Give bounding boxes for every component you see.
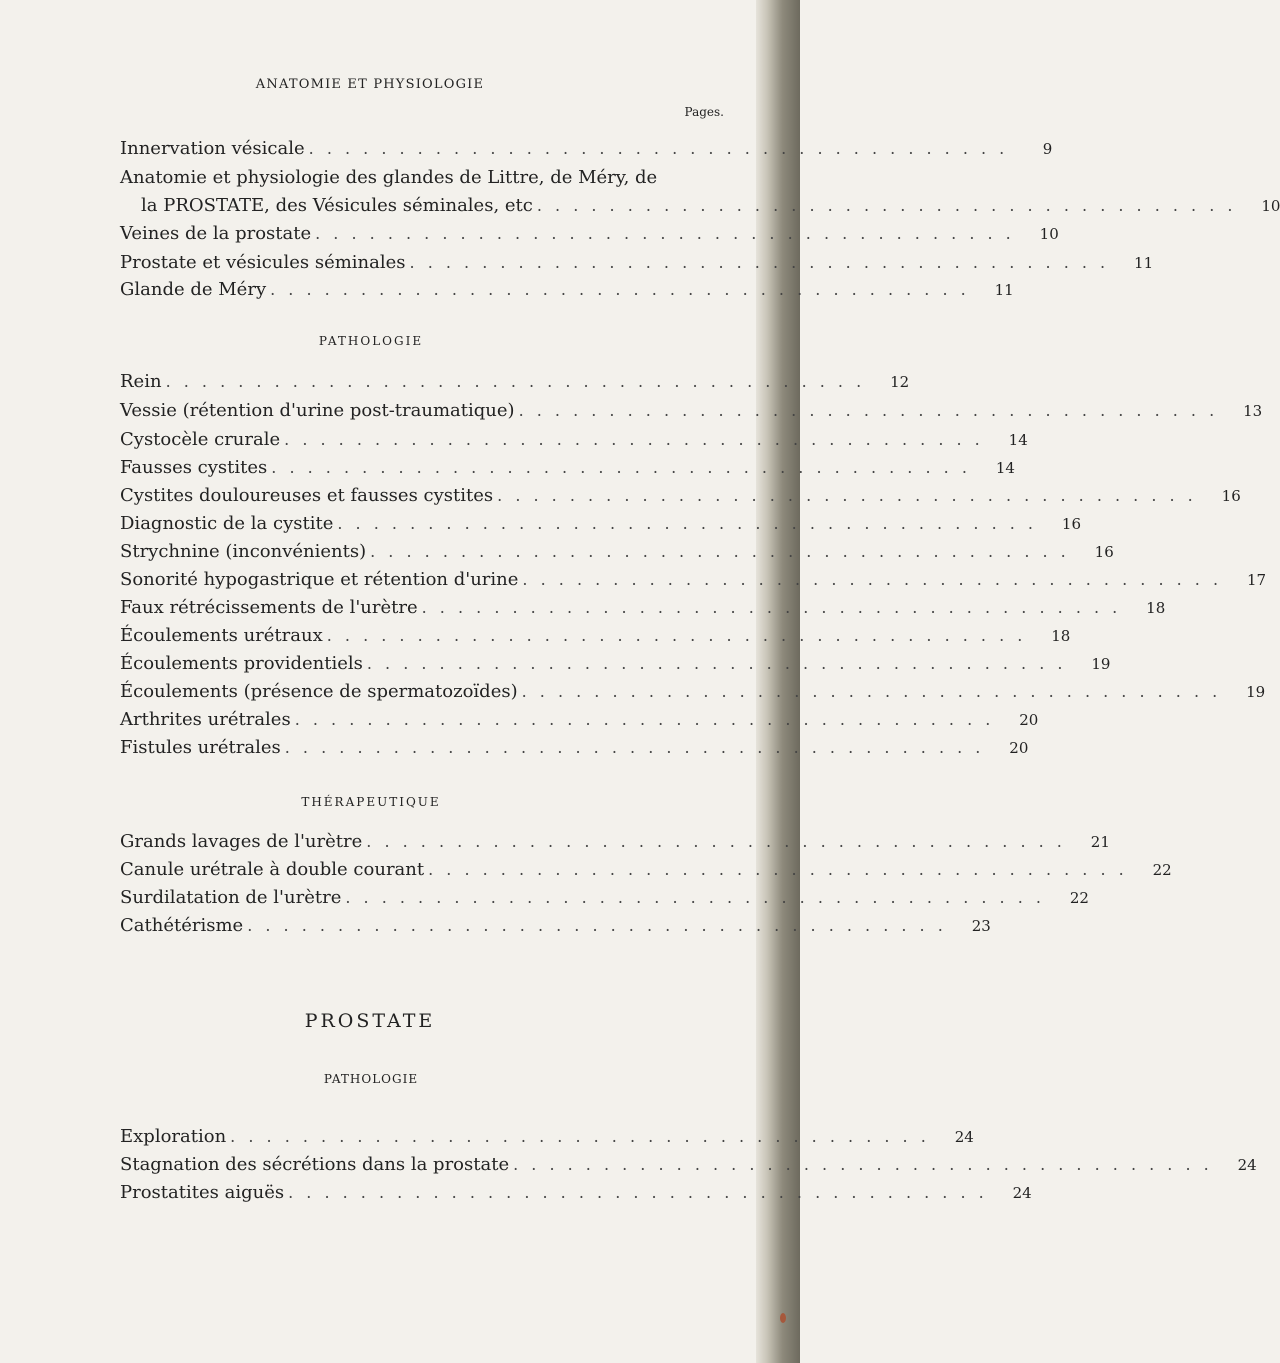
- entry-label: Écoulements (présence de spermatozoïdes): [120, 681, 518, 702]
- toc-entry: [120, 165, 716, 191]
- toc-entry: [120, 136, 1053, 162]
- entry-page: 20: [1009, 739, 1029, 757]
- entry-label: Exploration: [120, 1126, 227, 1147]
- dot-leader: . . . . . . . . . . . . . . . . . . . . . . . . . . . . . . . . . . . . . . .: [513, 1155, 1213, 1174]
- entry-page: 18: [1146, 599, 1166, 617]
- dot-leader: . . . . . . . . . . . . . . . . . . . . . . . . . . . . . . . . . . . . . . .: [345, 888, 1045, 907]
- entry-label: Sonorité hypogastrique et rétention d'urine: [120, 569, 519, 590]
- toc-entry: [120, 651, 1111, 677]
- entry-page: 19: [1091, 655, 1111, 673]
- toc-entry: [120, 277, 1014, 303]
- toc-entry: [120, 857, 1172, 883]
- entry-page: 23: [971, 917, 991, 935]
- entry-page: 20: [1019, 711, 1039, 729]
- entry-label: Vessie (rétention d'urine post-traumatique): [120, 400, 515, 421]
- dot-leader: . . . . . . . . . . . . . . . . . . . . . . . . . . . . . . . . . . . . . . .: [497, 486, 1197, 505]
- entry-page: 17: [1246, 571, 1267, 589]
- dot-leader: . . . . . . . . . . . . . . . . . . . . . . . . . . . . . . . . . . . . . . .: [370, 542, 1070, 561]
- toc-entry: [120, 595, 1166, 621]
- toc-entry: [120, 511, 1081, 537]
- entry-page: 22: [1069, 889, 1089, 907]
- section-heading-therapeutique: THÉRAPEUTIQUE: [301, 795, 441, 809]
- entry-label: Surdilatation de l'urètre: [120, 887, 342, 908]
- entry-label: Faux rétrécissements de l'urètre: [120, 597, 418, 618]
- toc-entry: [120, 427, 1028, 453]
- toc-entry: [120, 623, 1071, 649]
- toc-entry: [120, 679, 1266, 705]
- dot-leader: . . . . . . . . . . . . . . . . . . . . . . . . . . . . . . . . . . . . . . .: [288, 1183, 988, 1202]
- entry-label: Cystites douloureuses et fausses cystites: [120, 485, 494, 506]
- toc-entry: [120, 885, 1089, 911]
- dot-leader: . . . . . . . . . . . . . . . . . . . . . . . . . . . . . . . . . . . . . . .: [247, 916, 947, 935]
- entry-label: Prostate et vésicules séminales: [120, 252, 406, 273]
- toc-entry: [120, 1152, 1257, 1178]
- toc-entry: [120, 221, 1059, 247]
- dot-leader: . . . . . . . . . . . . . . . . . . . . . . . . . . . . . . . . . . . . . . .: [366, 654, 1067, 673]
- entry-page: 24: [1237, 1156, 1257, 1174]
- toc-entry: [120, 455, 1015, 481]
- entry-label: Prostatites aiguës: [120, 1182, 285, 1203]
- dot-leader: . . . . . . . . . . . . . . . . . . . . . . . . . . . . . . . . . . . . . . .: [271, 458, 971, 477]
- dot-leader: . . . . . . . . . . . . . . . . . . . . . . . . . . . . . . . . . . . . . . .: [536, 196, 1237, 215]
- section-heading-prostate: PROSTATE: [304, 1010, 436, 1032]
- entry-page: 11: [1134, 254, 1154, 272]
- entry-page: 10: [1261, 197, 1280, 215]
- dot-leader: . . . . . . . . . . . . . . . . . . . . . . . . . . . . . . . . . . . . . . .: [284, 430, 984, 449]
- entry-label: Écoulements providentiels: [120, 653, 363, 674]
- entry-page: 16: [1094, 543, 1114, 561]
- entry-label: Anatomie et physiologie des glandes de Littre, de Méry, de: [120, 167, 658, 188]
- entry-label: Fausses cystites: [120, 457, 268, 478]
- dot-leader: . . . . . . . . . . . . . . . . . . . . . . . . . . . . . . . . . . . . . . .: [308, 139, 1009, 158]
- toc-entry: [120, 707, 1039, 733]
- entry-page: 24: [1012, 1184, 1032, 1202]
- dot-leader: . . . . . . . . . . . . . . . . . . . . . . . . . . . . . . . . . . . . . . .: [366, 832, 1066, 851]
- toc-entry: [120, 1180, 1032, 1206]
- dot-leader: . . . . . . . . . . . . . . . . . . . . . . . . . . . . . . . . . . . . . . .: [270, 280, 970, 299]
- entry-label: Rein: [120, 371, 162, 392]
- entry-label: Veines de la prostate: [120, 223, 312, 244]
- entry-page: 10: [1039, 225, 1059, 243]
- entry-page: 18: [1051, 627, 1071, 645]
- entry-label: Innervation vésicale: [120, 138, 305, 159]
- entry-label: Écoulements urétraux: [120, 625, 323, 646]
- entry-page: 14: [1008, 431, 1028, 449]
- dot-leader: . . . . . . . . . . . . . . . . . . . . . . . . . . . . . . . . . . . . . . .: [521, 682, 1222, 701]
- dot-leader: . . . . . . . . . . . . . . . . . . . . . . . . . . . . . . . . . . . . . . .: [421, 598, 1122, 617]
- entry-page: 16: [1221, 487, 1241, 505]
- toc-entry: [120, 735, 1029, 761]
- entry-label: Cathétérisme: [120, 915, 244, 936]
- entry-page: 16: [1061, 515, 1081, 533]
- dot-leader: . . . . . . . . . . . . . . . . . . . . . . . . . . . . . . . . . . . . . . .: [518, 401, 1219, 420]
- entry-label: Fistules urétrales: [120, 737, 281, 758]
- entry-page: 9: [1042, 140, 1053, 158]
- entry-label: Grands lavages de l'urètre: [120, 831, 363, 852]
- dot-leader: . . . . . . . . . . . . . . . . . . . . . . . . . . . . . . . . . . . . . . .: [326, 626, 1027, 645]
- dot-leader: . . . . . . . . . . . . . . . . . . . . . . . . . . . . . . . . . . . . . . .: [315, 224, 1015, 243]
- toc-entry: [120, 1124, 974, 1150]
- entry-label: Strychnine (inconvénients): [120, 541, 367, 562]
- toc-entry: [120, 913, 991, 939]
- entry-page: 21: [1090, 833, 1110, 851]
- toc-entry: [120, 829, 1110, 855]
- toc-entry: [141, 193, 1280, 219]
- subheading-pathologie: PATHOLOGIE: [323, 1072, 419, 1086]
- entry-label: Canule urétrale à double courant: [120, 859, 425, 880]
- toc-entry: [120, 483, 1241, 509]
- dot-leader: . . . . . . . . . . . . . . . . . . . . . . . . . . . . . . . . . . . . . . .: [230, 1127, 930, 1146]
- ink-stain: [780, 1313, 786, 1323]
- toc-entry: [120, 250, 1154, 276]
- running-title: ANATOMIE ET PHYSIOLOGIE: [255, 77, 485, 92]
- dot-leader: . . . . . . . . . . . . . . . . . . . . . . . . . . . . . . . . . . . . . . .: [522, 570, 1223, 589]
- entry-label: Stagnation des sécrétions dans la prostate: [120, 1154, 510, 1175]
- dot-leader: . . . . . . . . . . . . . . . . . . . . . . . . . . . . . . . . . . . . . . .: [428, 860, 1128, 879]
- toc-entry: [120, 398, 1263, 424]
- entry-page: 19: [1246, 683, 1266, 701]
- dot-leader: . . . . . . . . . . . . . . . . . . . . . . . . . . . . . . . . . . . . . . .: [337, 514, 1037, 533]
- entry-page: 12: [890, 373, 910, 391]
- toc-entry: [120, 567, 1267, 593]
- dot-leader: . . . . . . . . . . . . . . . . . . . . . . . . . . . . . . . . . . . . . . .: [294, 710, 995, 729]
- dot-leader: . . . . . . . . . . . . . . . . . . . . . . . . . . . . . . . . . . . . . . .: [165, 372, 866, 391]
- entry-page: 24: [954, 1128, 974, 1146]
- dot-leader: . . . . . . . . . . . . . . . . . . . . . . . . . . . . . . . . . . . . . . .: [284, 738, 985, 757]
- entry-page: 13: [1243, 402, 1263, 420]
- entry-label: Diagnostic de la cystite: [120, 513, 334, 534]
- toc-entry: [120, 369, 910, 395]
- entry-page: 22: [1152, 861, 1172, 879]
- entry-label: Glande de Méry: [120, 279, 267, 300]
- dot-leader: . . . . . . . . . . . . . . . . . . . . . . . . . . . . . . . . . . . . . . .: [409, 253, 1110, 272]
- toc-entry: [120, 539, 1114, 565]
- entry-label: Cystocèle crurale: [120, 429, 281, 450]
- entry-page: 11: [994, 281, 1014, 299]
- entry-label: Arthrites urétrales: [120, 709, 291, 730]
- pages-column-label: Pages.: [684, 105, 724, 119]
- section-heading-pathologie: PATHOLOGIE: [318, 334, 424, 348]
- entry-page: 14: [995, 459, 1015, 477]
- entry-label: la PROSTATE, des Vésicules séminales, etc: [141, 195, 533, 216]
